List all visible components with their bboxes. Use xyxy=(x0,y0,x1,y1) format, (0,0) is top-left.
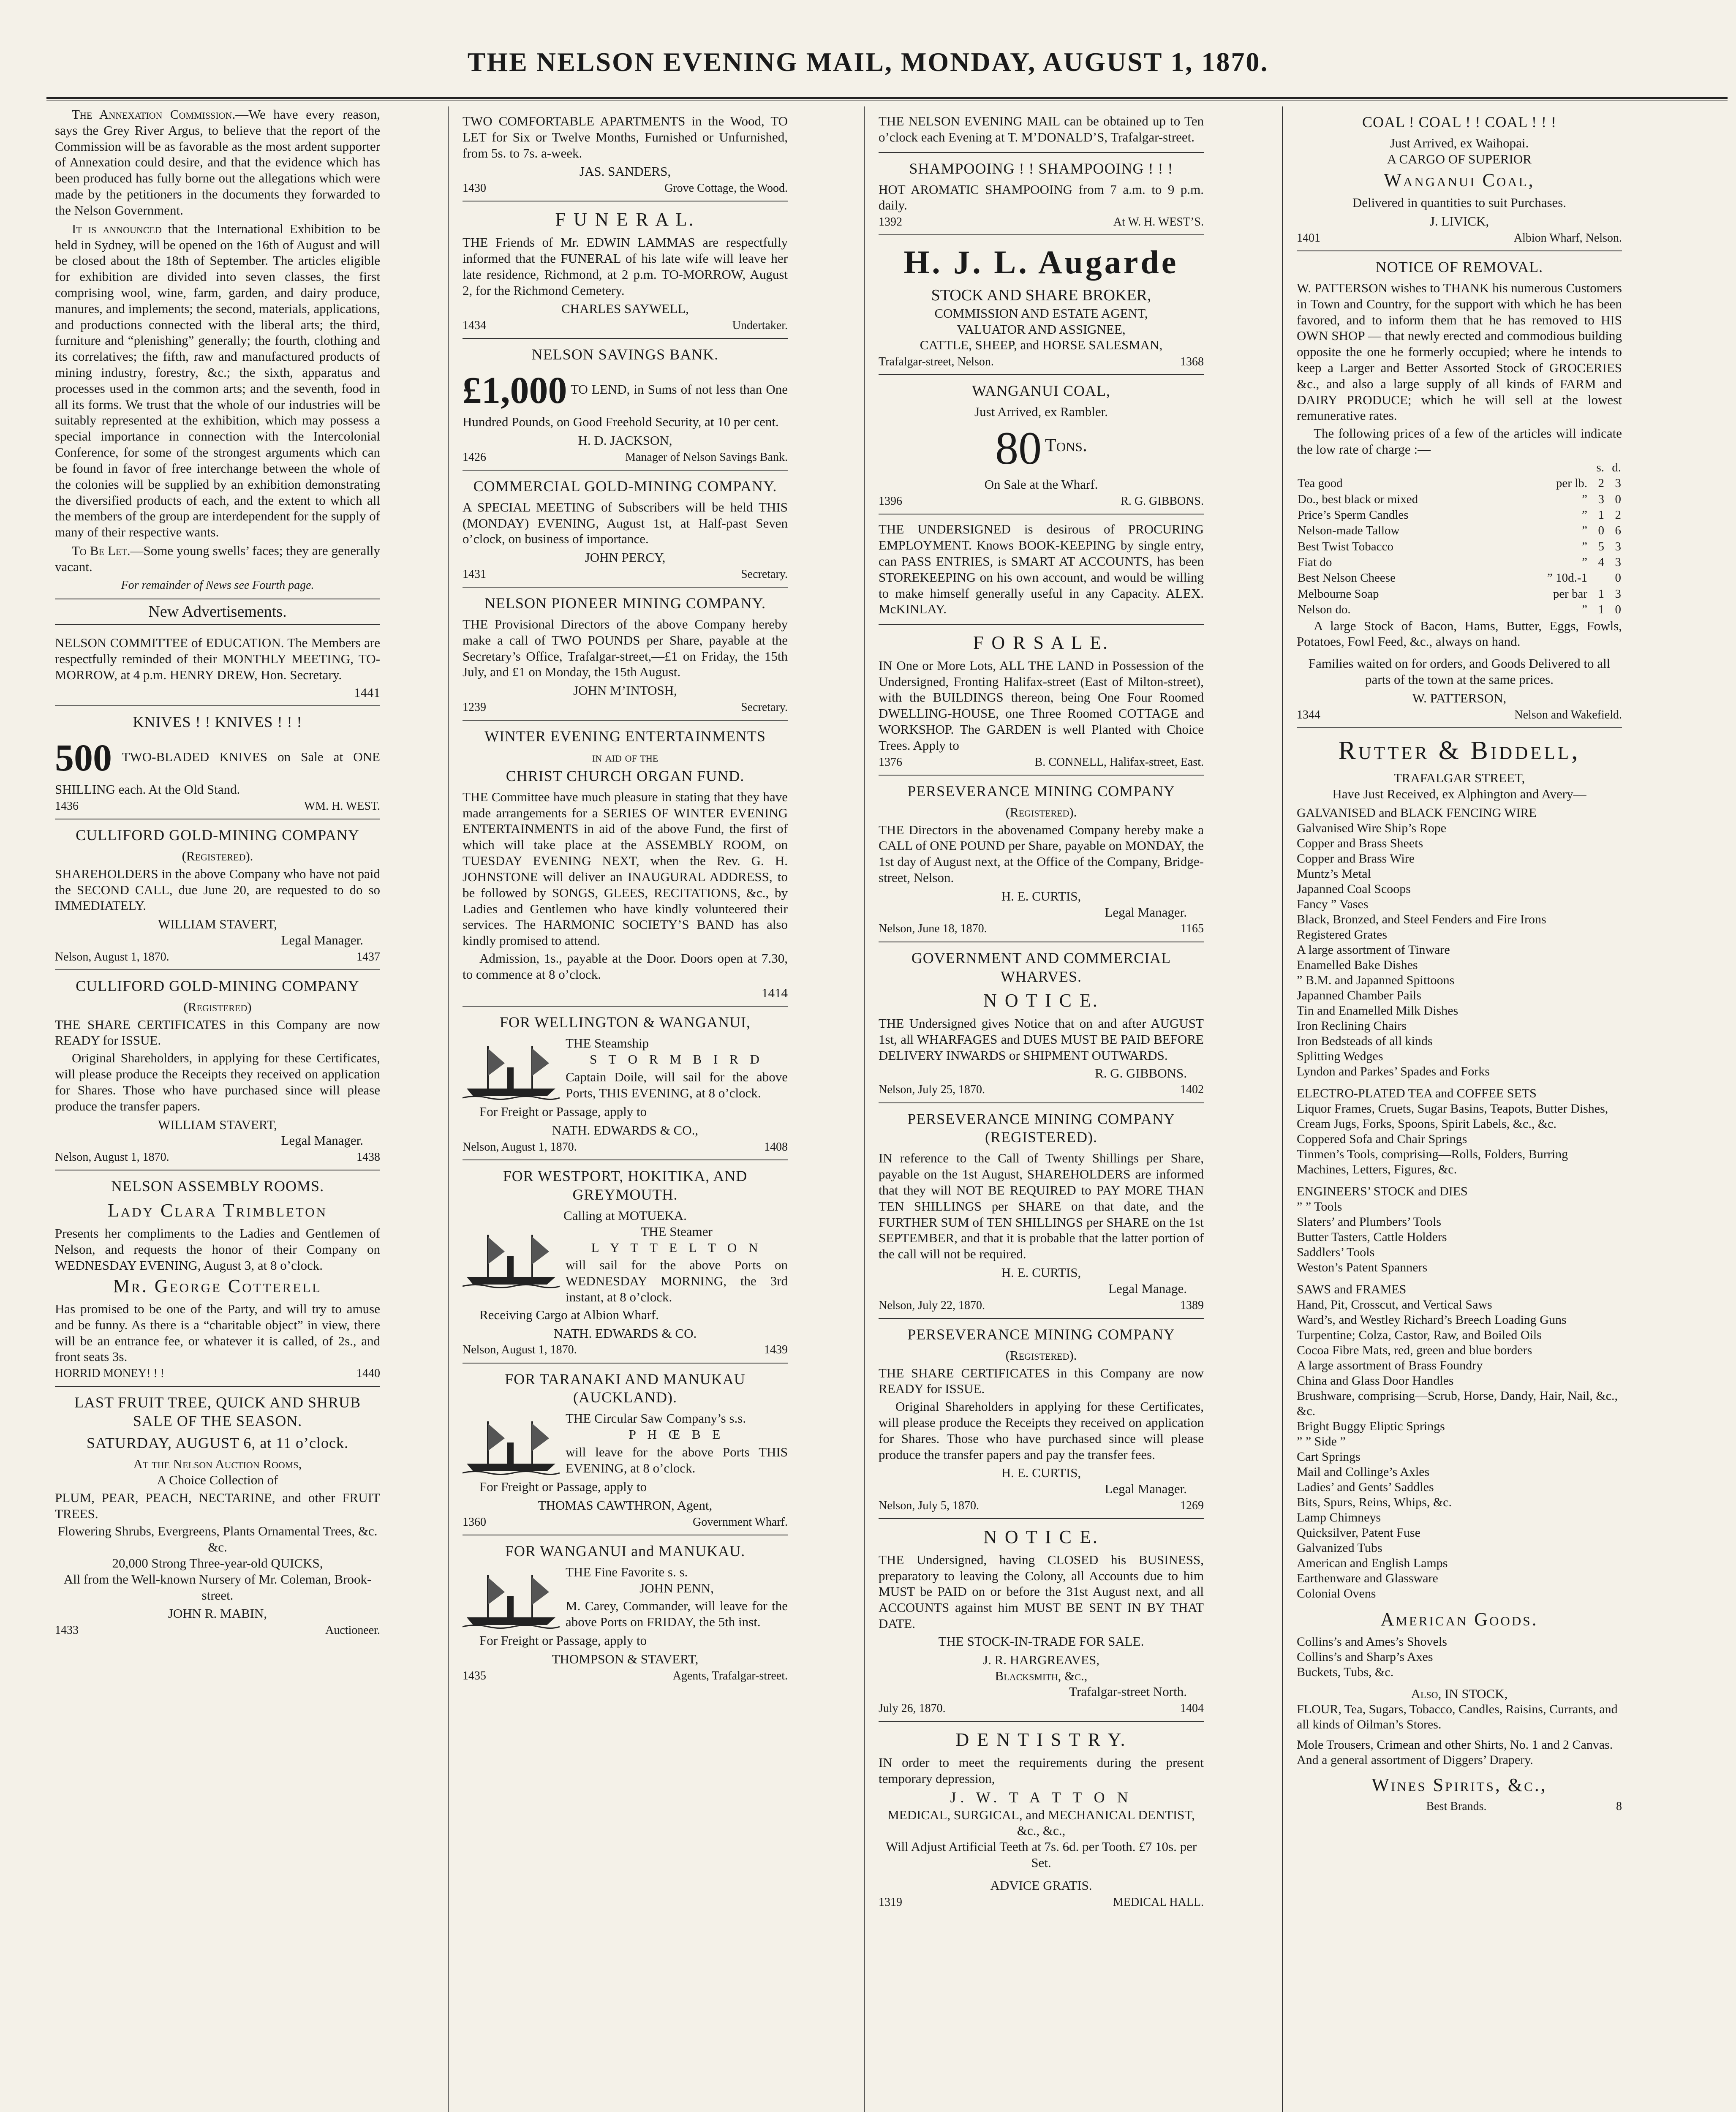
rutter-items-list xyxy=(1297,1184,1622,1275)
ad-phoebe: FOR TARANAKI AND MANUKAU (AUCKLAND). THE Circular Saw Company’s s.s. P H Œ B E will leave for the above Ports THIS EVENING, at 8 o’clock. For Freight or Passage, apply to THOMAS CAWTHRON, Agent, 1360 Government Wharf. xyxy=(463,1364,788,1536)
column-1 xyxy=(55,106,380,2112)
list-item: Turpentine; Colza, Castor, Raw, and Boiled Oils xyxy=(1297,1328,1542,1342)
ad-culliford-call: CULLIFORD GOLD-MINING COMPANY (Registered). SHAREHOLDERS in the above Company who have not paid the SECOND CALL, due June 20, are requested to do so IMMEDIATELY. WILLIAM STAVERT, Legal Manager. Nelson, August 1, 1870. 1437 xyxy=(55,819,380,970)
column-4 xyxy=(1297,106,1622,2112)
list-item: Iron Bedsteads of all kinds xyxy=(1297,1034,1433,1048)
column-divider xyxy=(1282,106,1283,2112)
ad-perseverance-call: PERSEVERANCE MINING COMPANY (Registered). THE Directors in the abovenamed Company hereby make a CALL of ONE POUND per Share, payable on MONDAY, the 1st day of August next, at the Office of the Company, Bridge-street, Nelson. H. E. CURTIS, Legal Manager. Nelson, June 18, 1870. 1165 xyxy=(879,776,1204,942)
list-item: A large assortment of Tinware xyxy=(1297,943,1450,957)
ad-funeral: F U N E R A L. THE Friends of Mr. EDWIN LAMMAS are respectfully informed that the FUNERAL of his late wife will leave her late residence, Richmond, at 2 p.m. TO-MORROW, August 2, for the Richmond Cemetery. CHARLES SAYWELL, 1434 Undertaker. xyxy=(463,201,788,339)
list-item: Lyndon and Parkes’ Spades and Forks xyxy=(1297,1064,1490,1079)
list-item: Coppered Sofa and Chair Springs xyxy=(1297,1132,1467,1146)
price-table: s. d. Tea good per lb. 2 3 Do., best black or mixed ” 3 0 Price’s Sperm Candles ” 1 2 Nelson-made Tallow ” 0 6 Best Twist Tobacco ” 5 3 Fiat do ” 4 3 Best Nelson Cheese ” 10d.-1 0 Melbourne Soap per bar 1 3 Nelson do. ” 1 0 xyxy=(1297,460,1622,618)
list-item: Registered Grates xyxy=(1297,928,1388,942)
price-row: Best Nelson Cheese ” 10d.-1 0 xyxy=(1298,571,1621,585)
list-item: Galvanized Tubs xyxy=(1297,1541,1382,1555)
price-row: Nelson do. ” 1 0 xyxy=(1298,603,1621,617)
list-item: Galvanised Wire Ship’s Rope xyxy=(1297,821,1447,836)
header-rule xyxy=(46,97,1728,99)
rutter-items-list xyxy=(1297,1634,1622,1680)
list-item: Earthenware and Glassware xyxy=(1297,1571,1438,1586)
column-3 xyxy=(879,106,1204,2112)
price-row: Fiat do ” 4 3 xyxy=(1298,555,1621,569)
list-item: Butter Tasters, Cattle Holders xyxy=(1297,1230,1447,1244)
ad-storm-bird: FOR WELLINGTON & WANGANUI, THE Steamship S T O R M B I R D Captain Doile, will sail for the above Ports, THIS EVENING, at 8 o’clock. For Freight or Passage, apply to NATH. EDWARDS & CO., Nelson, August 1, 1870. 1408 xyxy=(463,1007,788,1160)
rutter-items-list xyxy=(1297,1086,1622,1177)
ad-shampooing: SHAMPOOING ! ! SHAMPOOING ! ! ! HOT AROMATIC SHAMPOOING from 7 a.m. to 9 p.m. daily. 1392 At W. H. WEST’S. xyxy=(879,153,1204,236)
list-item: Copper and Brass Wire xyxy=(1297,852,1415,866)
list-item: Ladies’ and Gents’ Saddles xyxy=(1297,1480,1434,1494)
ad-removal: NOTICE OF REMOVAL. W. PATTERSON wishes to THANK his numerous Customers in Town and Country, for the support with which he has been favored, and to inform them that he has removed to HIS OWN SHOP — that newly erected and commodious building opposite the one he formerly occupied; where he intends to keep a Larger and Better Assorted Stock of GROCERIES &c., and also a large supply of all kinds of FARM and DAIRY PRODUCE; which he will sell at the lowest remunerative rates. The following prices of a few of the articles will indicate the low rate of charge :— s. d. Tea good per lb. 2 3 Do., best black or mixed ” 3 0 Price’s Sperm Candles ” 1 2 Nelson-made Tallow ” 0 6 Best Twist Tobacco ” 5 3 Fiat do ” 4 3 Best Nelson Cheese ” 10d.-1 0 Melbourne Soap per bar 1 3 Nelson do. ” 1 0 A large Stock of Bacon, Hams, Butter, Eggs, Fowls, Potatoes, Fowl Feed, &c., always on hand. Families waited on for orders, and Goods Delivered to all parts of the town at the same prices. W. PATTERSON, 1344 Nelson and Wakefield. xyxy=(1297,251,1622,728)
list-item: Black, Bronzed, and Steel Fenders and Fire Irons xyxy=(1297,912,1546,927)
list-item: Liquor Frames, Cruets, Sugar Basins, Teapots, Butter Dishes, Cream Jugs, Forks, Spoons, Spirit Labels, &c., &c. xyxy=(1297,1102,1608,1131)
list-item: GALVANISED and BLACK FENCING WIRE xyxy=(1297,806,1537,820)
list-item: A large assortment of Brass Foundry xyxy=(1297,1358,1483,1373)
list-item: ENGINEERS’ STOCK and DIES xyxy=(1297,1184,1468,1199)
list-item: Fancy ” Vases xyxy=(1297,897,1369,912)
list-item: Japanned Chamber Pails xyxy=(1297,988,1421,1003)
steamship-icon xyxy=(463,1567,560,1630)
list-item: Collins’s and Ames’s Shovels xyxy=(1297,1634,1447,1649)
price-row: Tea good per lb. 2 3 xyxy=(1298,476,1621,490)
rutter-items-list xyxy=(1297,1282,1622,1601)
ad-culliford-certificates: CULLIFORD GOLD-MINING COMPANY (Registered) THE SHARE CERTIFICATES in this Company are now READY for ISSUE. Original Shareholders, in applying for these Certificates, will please produce the Receipts they received on application for Shares. Those who have purchased since will please produce the transfer papers. WILLIAM STAVERT, Legal Manager. Nelson, August 1, 1870. 1438 xyxy=(55,970,380,1170)
list-item: American and English Lamps xyxy=(1297,1556,1448,1570)
ad-evening-mail: THE NELSON EVENING MAIL can be obtained up to Ten o’clock each Evening at T. M’DONALD’S, Trafalgar-street. xyxy=(879,106,1204,153)
masthead xyxy=(0,0,1736,84)
list-item: Quicksilver, Patent Fuse xyxy=(1297,1526,1420,1540)
ad-augarde: H. J. L. Augarde STOCK AND SHARE BROKER, COMMISSION AND ESTATE AGENT, VALUATOR AND ASSIGNEE, CATTLE, SHEEP, and HORSE SALESMAN, Trafalgar-street, Nelson. 1368 xyxy=(879,235,1204,375)
ad-perseverance-reference: PERSEVERANCE MINING COMPANY (REGISTERED). IN reference to the Call of Twenty Shillings per Share, payable on the 1st August, SHAREHOLDERS are informed that they will NOT BE REQUIRED to PAY MORE THAN TEN SHILLINGS per SHARE on that date, and the FURTHER SUM of TEN SHILLINGS per SHARE on the 1st SEPTEMBER, and that it is probable that the latter portion of the call will not be required. H. E. CURTIS, Legal Manage. Nelson, July 22, 1870. 1389 xyxy=(879,1103,1204,1319)
ad-john-penn: FOR WANGANUI and MANUKAU. THE Fine Favorite s. s. JOHN PENN, M. Carey, Commander, will leave for the above Ports on FRIDAY, the 5th inst. For Freight or Passage, apply to THOMPSON & STAVERT, 1435 Agents, Trafalgar-street. xyxy=(463,1543,788,1682)
list-item: Ward’s, and Westley Richard’s Breech Loading Guns xyxy=(1297,1313,1567,1327)
remainder-note: For remainder of News see Fourth page. xyxy=(121,578,314,592)
column-divider xyxy=(448,106,449,2112)
new-advertisements-header: New Advertisements. xyxy=(55,599,380,625)
price-row: Price’s Sperm Candles ” 1 2 xyxy=(1298,508,1621,522)
ad-savings-bank: NELSON SAVINGS BANK. £1,000 TO LEND, in Sums of not less than One Hundred Pounds, on Good Freehold Security, at 10 per cent. H. D. JACKSON, 1426 Manager of Nelson Savings Bank. xyxy=(463,339,788,470)
list-item: ELECTRO-PLATED TEA and COFFEE SETS xyxy=(1297,1086,1537,1101)
price-row: Nelson-made Tallow ” 0 6 xyxy=(1298,524,1621,538)
ad-dentistry: D E N T I S T R Y. IN order to meet the requirements during the present temporary depression, J. W. T A T T O N MEDICAL, SURGICAL, and MECHANICAL DENTIST, &c., &c., Will Adjust Artificial Teeth at 7s. 6d. per Tooth. £7 10s. per Set. ADVICE GRATIS. 1319 MEDICAL HALL. xyxy=(879,1729,1204,1909)
ad-wharves: GOVERNMENT AND COMMERCIAL WHARVES. N O T I C E. THE Undersigned gives Notice that on and after AUGUST 1st, all WHARFAGES and DUES MUST BE PAID BEFORE DELIVERY INWARDS or SHIPMENT OUTWARDS. R. G. GIBBONS. Nelson, July 25, 1870. 1402 xyxy=(879,942,1204,1103)
news-paragraph: To Be Let.—Some young swells’ faces; they are generally vacant. xyxy=(55,543,380,574)
rutter-items-list xyxy=(1297,806,1622,1079)
list-item: Copper and Brass Sheets xyxy=(1297,836,1423,851)
list-item: Bits, Spurs, Reins, Whips, &c. xyxy=(1297,1495,1452,1510)
ad-lyttelton: FOR WESTPORT, HOKITIKA, AND GREYMOUTH. Calling at MOTUEKA. THE Steamer L Y T T E L T O N will sail for the above Ports on WEDNESDAY MORNING, the 3rd instant, at 8 o’clock. Receiving Cargo at Albion Wharf. NATH. EDWARDS & CO. Nelson, August 1, 1870. 1439 xyxy=(463,1160,788,1363)
list-item: Saddlers’ Tools xyxy=(1297,1245,1375,1260)
list-item: Cocoa Fibre Mats, red, green and blue borders xyxy=(1297,1343,1532,1358)
list-item: Buckets, Tubs, &c. xyxy=(1297,1665,1394,1679)
list-item: Slaters’ and Plumbers’ Tools xyxy=(1297,1215,1442,1229)
list-item: Muntz’s Metal xyxy=(1297,867,1371,881)
list-item: SAWS and FRAMES xyxy=(1297,1282,1407,1297)
ad-wanganui-coal: WANGANUI COAL, Just Arrived, ex Rambler. 80 Tons. On Sale at the Wharf. 1396 R. G. GIBBONS. xyxy=(879,375,1204,514)
ad-perseverance-certificates: PERSEVERANCE MINING COMPANY (Registered). THE SHARE CERTIFICATES in this Company are now READY for ISSUE. Original Shareholders in applying for these Certificates, will please produce the Receipts they received on application for Shares. Those who have purchased since will please produce the transfer papers and pay the transfer fees. H. E. CURTIS, Legal Manager. Nelson, July 5, 1870. 1269 xyxy=(879,1319,1204,1519)
list-item: ” B.M. and Japanned Spittoons xyxy=(1297,973,1455,988)
column-divider xyxy=(864,106,865,2112)
list-item: Mail and Collinge’s Axles xyxy=(1297,1465,1430,1479)
steamship-icon xyxy=(463,1038,560,1101)
list-item: Enamelled Bake Dishes xyxy=(1297,958,1418,972)
price-row: Melbourne Soap per bar 1 3 xyxy=(1298,587,1621,601)
list-item: Collins’s and Sharp’s Axes xyxy=(1297,1649,1433,1664)
column-2 xyxy=(463,106,788,2112)
list-item: Weston’s Patent Spanners xyxy=(1297,1260,1428,1275)
list-item: Iron Reclining Chairs xyxy=(1297,1019,1407,1033)
ad-for-sale: F O R S A L E. IN One or More Lots, ALL THE LAND in Possession of the Undersigned, Fronting Halifax-street (East of Milton-street), with the BUILDINGS thereon, being One Four Roomed DWELLING-HOUSE, one Three Roomed COTTAGE and WORKSHOP. The GARDEN is well Planted with Choice Trees. Apply to 1376 B. CONNELL, Halifax-street, East. xyxy=(879,625,1204,776)
list-item: Cart Springs xyxy=(1297,1450,1361,1464)
ad-pioneer-mining: NELSON PIONEER MINING COMPANY. THE Provisional Directors of the above Company hereby make a call of TWO POUNDS per Share, payable at the Secretary’s Office, Trafalgar-street,—£1 on Friday, the 15th July, and £1 on Monday, the 15th August. JOHN M’INTOSH, 1239 Secretary. xyxy=(463,588,788,721)
news-paragraph: It is announced that the International Exhibition to be held in Sydney, will be opened on the 16th of August and will be closed about the 18th of September. The articles eligible for exhibition are divided into seven classes, the first comprising wool, wine, farm, garden, and dairy produce, manures, and implements; the second, materials, applications, and productions connected with the liberal arts; the third, furniture and “plenishing” generally; the fourth, clothing and its correlatives; the fifth, raw and manufactured products of mining industry, forestry, &c.; the sixth, apparatus and processes used in the common arts; and the seventh, food in all its forms. We trust that the whole of our industries will be suitably represented at the exhibition, which may possess a special importance in connection with the Intercolonial Conference, for some of the strongest arguments which can be found in favor of free interchange between the whole of the colonies will be supplied by an exhibition demonstrating the diversified products of each, and the extent to which all the members of the group are interdependent for the supply of many of their respective wants. xyxy=(55,221,380,540)
news-paragraph: The Annexation Commission.—We have every reason, says the Grey River Argus, to believe that the report of the Commission will be as favorable as the most ardent supporter of Annexation could desire, and that the evidence which has been produced has fully borne out the allegations which were made by the petitioners in the documents they forwarded to the Nelson Government. xyxy=(55,107,380,218)
ad-hargreaves: N O T I C E. THE Undersigned, having CLOSED his BUSINESS, preparatory to leaving the Colony, all Accounts due to him MUST be PAID on or before the 31st August next, and all ACCOUNTS against him MUST BE SENT IN BY THAT DATE. THE STOCK-IN-TRADE FOR SALE. J. R. HARGREAVES, Blacksmith, &c., Trafalgar-street North. July 26, 1870. 1404 xyxy=(879,1519,1204,1722)
list-item: ” ” Tools xyxy=(1297,1200,1342,1214)
newspaper-title: THE NELSON EVENING MAIL, MONDAY, AUGUST 1, 1870. xyxy=(467,47,1269,77)
ad-winter-entertainments: WINTER EVENING ENTERTAINMENTS in aid of the CHRIST CHURCH ORGAN FUND. THE Committee have much pleasure in stating that they have made arrangements for a SERIES OF WINTER EVENING ENTERTAINMENTS in aid of the above Fund, the first of which will take place at the ASSEMBLY ROOM, on TUESDAY EVENING NEXT, when the Rev. G. H. JOHNSTONE will deliver an INAUGURAL ADDRESS, to be followed by SONGS, GLEES, RECITATIONS, &c., by Ladies and Gentlemen who have kindly volunteered their services. The HARMONIC SOCIETY’S BAND has also kindly promised to attend. Admission, 1s., payable at the Door. Doors open at 7.30, to commence at 8 o’clock. 1414 xyxy=(463,721,788,1007)
list-item: Tinmen’s Tools, comprising—Rolls, Folders, Burring Machines, Letters, Figures, &c. xyxy=(1297,1147,1568,1177)
ad-bookkeeping: THE UNDERSIGNED is desirous of PROCURING EMPLOYMENT. Knows BOOK-KEEPING by single entry, can PASS ENTRIES, is SMART AT ACCOUNTS, has been STOREKEEPING on his own account, and would be willing to make himself generally useful in any Capacity. ALEX. McKINLAY. xyxy=(879,514,1204,625)
list-item: Colonial Ovens xyxy=(1297,1587,1376,1601)
list-item: Japanned Coal Scoops xyxy=(1297,882,1411,896)
ad-commercial-mining: COMMERCIAL GOLD-MINING COMPANY. A SPECIAL MEETING of Subscribers will be held THIS (MONDAY) EVENING, August 1st, at Half-past Seven o’clock, on business of importance. JOHN PERCY, 1431 Secretary. xyxy=(463,471,788,588)
list-item: Hand, Pit, Crosscut, and Vertical Saws xyxy=(1297,1298,1492,1312)
steamship-icon xyxy=(463,1226,560,1290)
ad-assembly-rooms: NELSON ASSEMBLY ROOMS. Lady Clara Trimbleton Presents her compliments to the Ladies and Gentlemen of Nelson, and requests the honor of their Company on WEDNESDAY EVENING, August 3, at 8 o’clock. Mr. George Cotterell Has promised to be one of the Party, and will try to amuse and be funny. As there is a “charitable object” in view, there will be an entrance fee, or whatever it is called, of 2s., and front seats 3s. HORRID MONEY! ! ! 1440 xyxy=(55,1170,380,1387)
list-item: Brushware, comprising—Scrub, Horse, Dandy, Hair, Nail, &c., &c. xyxy=(1297,1389,1618,1418)
list-item: Splitting Wedges xyxy=(1297,1049,1383,1064)
list-item: Tin and Enamelled Milk Dishes xyxy=(1297,1004,1458,1018)
list-item: ” ” Side ” xyxy=(1297,1434,1346,1449)
list-item: Lamp Chimneys xyxy=(1297,1511,1381,1525)
ad-knives: KNIVES ! ! KNIVES ! ! ! 500 TWO-BLADED KNIVES on Sale at ONE SHILLING each. At the Old Stand. 1436 WM. H. WEST. xyxy=(55,706,380,819)
ad-education: NELSON COMMITTEE of EDUCATION. The Members are respectfully reminded of their MONTHLY MEETING, TO-MORROW, at 4 p.m. HENRY DREW, Hon. Secretary. 1441 xyxy=(55,628,380,706)
ad-fruit-sale: LAST FRUIT TREE, QUICK AND SHRUB SALE OF THE SEASON. SATURDAY, AUGUST 6, at 11 o’clock. At the Nelson Auction Rooms, A Choice Collection of PLUM, PEAR, PEACH, NECTARINE, and other FRUIT TREES. Flowering Shrubs, Evergreens, Plants Ornamental Trees, &c. &c. 20,000 Strong Three-year-old QUICKS, All from the Well-known Nursery of Mr. Coleman, Brook-street. JOHN R. MABIN, 1433 Auctioneer. xyxy=(55,1394,380,1637)
ad-coal: COAL ! COAL ! ! COAL ! ! ! Just Arrived, ex Waihopai. A CARGO OF SUPERIOR Wanganui Coal, Delivered in quantities to suit Purchases. J. LIVICK, 1401 Albion Wharf, Nelson. xyxy=(1297,106,1622,251)
price-row: Best Twist Tobacco ” 5 3 xyxy=(1298,539,1621,553)
list-item: Bright Buggy Eliptic Springs xyxy=(1297,1419,1445,1434)
ad-apartments: TWO COMFORTABLE APARTMENTS in the Wood, TO LET for Six or Twelve Months, Furnished or Unfurnished, from 5s. to 7s. a-week. JAS. SANDERS, 1430 Grove Cottage, the Wood. xyxy=(463,106,788,201)
steamship-icon xyxy=(463,1413,560,1476)
ad-rutter-biddell: Rutter & Biddell, TRAFALGAR STREET, Have Just Received, ex Alphington and Avery— GALVANISED and BLACK FENCING WIRE Galvanised Wire Ship’s Rope Copper and Brass Sheets Copper and Brass Wire Muntz’s Metal Japanned Coal Scoops Fancy ” Vases Black, Bronzed, and Steel Fenders and Fire Irons Registered Grates A large assortment of Tinware Enamelled Bake Dishes ” B.M. and Japanned Spittoons Japanned Chamber Pails Tin and Enamelled Milk Dishes Iron Reclining Chairs Iron Bedsteads of all kinds Splitting Wedges Lyndon and Parkes’ Spades and Forks ELECTRO-PLATED TEA and COFFEE SETS Liquor Frames, Cruets, Sugar Basins, Teapots, Butter Dishes, Cream Jugs, Forks, Spoons, Spirit Labels, &c., &c. Coppered Sofa and Chair Springs Tinmen’s Tools, comprising—Rolls, Folders, Burring Machines, Letters, Figures, &c. ENGINEERS’ STOCK and DIES ” ” Tools Slaters’ and Plumbers’ Tools Butter Tasters, Cattle Holders Saddlers’ Tools Weston’s Patent Spanners SAWS and FRAMES Hand, Pit, Crosscut, and Vertical Saws Ward’s, and Westley Richard’s Breech Loading Guns Turpentine; Colza, Castor, Raw, and Boiled Oils Cocoa Fibre Mats, red, green and blue borders A large assortment of Brass Foundry China and Glass Door Handles Brushware, comprising—Scrub, Horse, Dandy, Hair, Nail, &c., &c. Bright Buggy Eliptic Springs ” ” Side ” Cart Springs Mail and Collinge’s Axles Ladies’ and Gents’ Saddles Bits, Spurs, Reins, Whips, &c. Lamp Chimneys Quicksilver, Patent Fuse Galvanized Tubs American and English Lamps Earthenware and Glassware Colonial Ovens American Goods. Collins’s and Ames’s Shovels Collins’s and Sharp’s Axes Buckets, Tubs, &c. Also, IN STOCK, FLOUR, Tea, Sugars, Tobacco, Candles, Raisins, Currants, and all kinds of Oilman’s Stores. Mole Trousers, Crimean and other Shirts, No. 1 and 2 Canvas. And a general assortment of Diggers’ Drapery. Wines Spirits, &c., Best Brands. 8 xyxy=(1297,736,1622,1813)
price-row: Do., best black or mixed ” 3 0 xyxy=(1298,492,1621,506)
list-item: China and Glass Door Handles xyxy=(1297,1374,1454,1388)
